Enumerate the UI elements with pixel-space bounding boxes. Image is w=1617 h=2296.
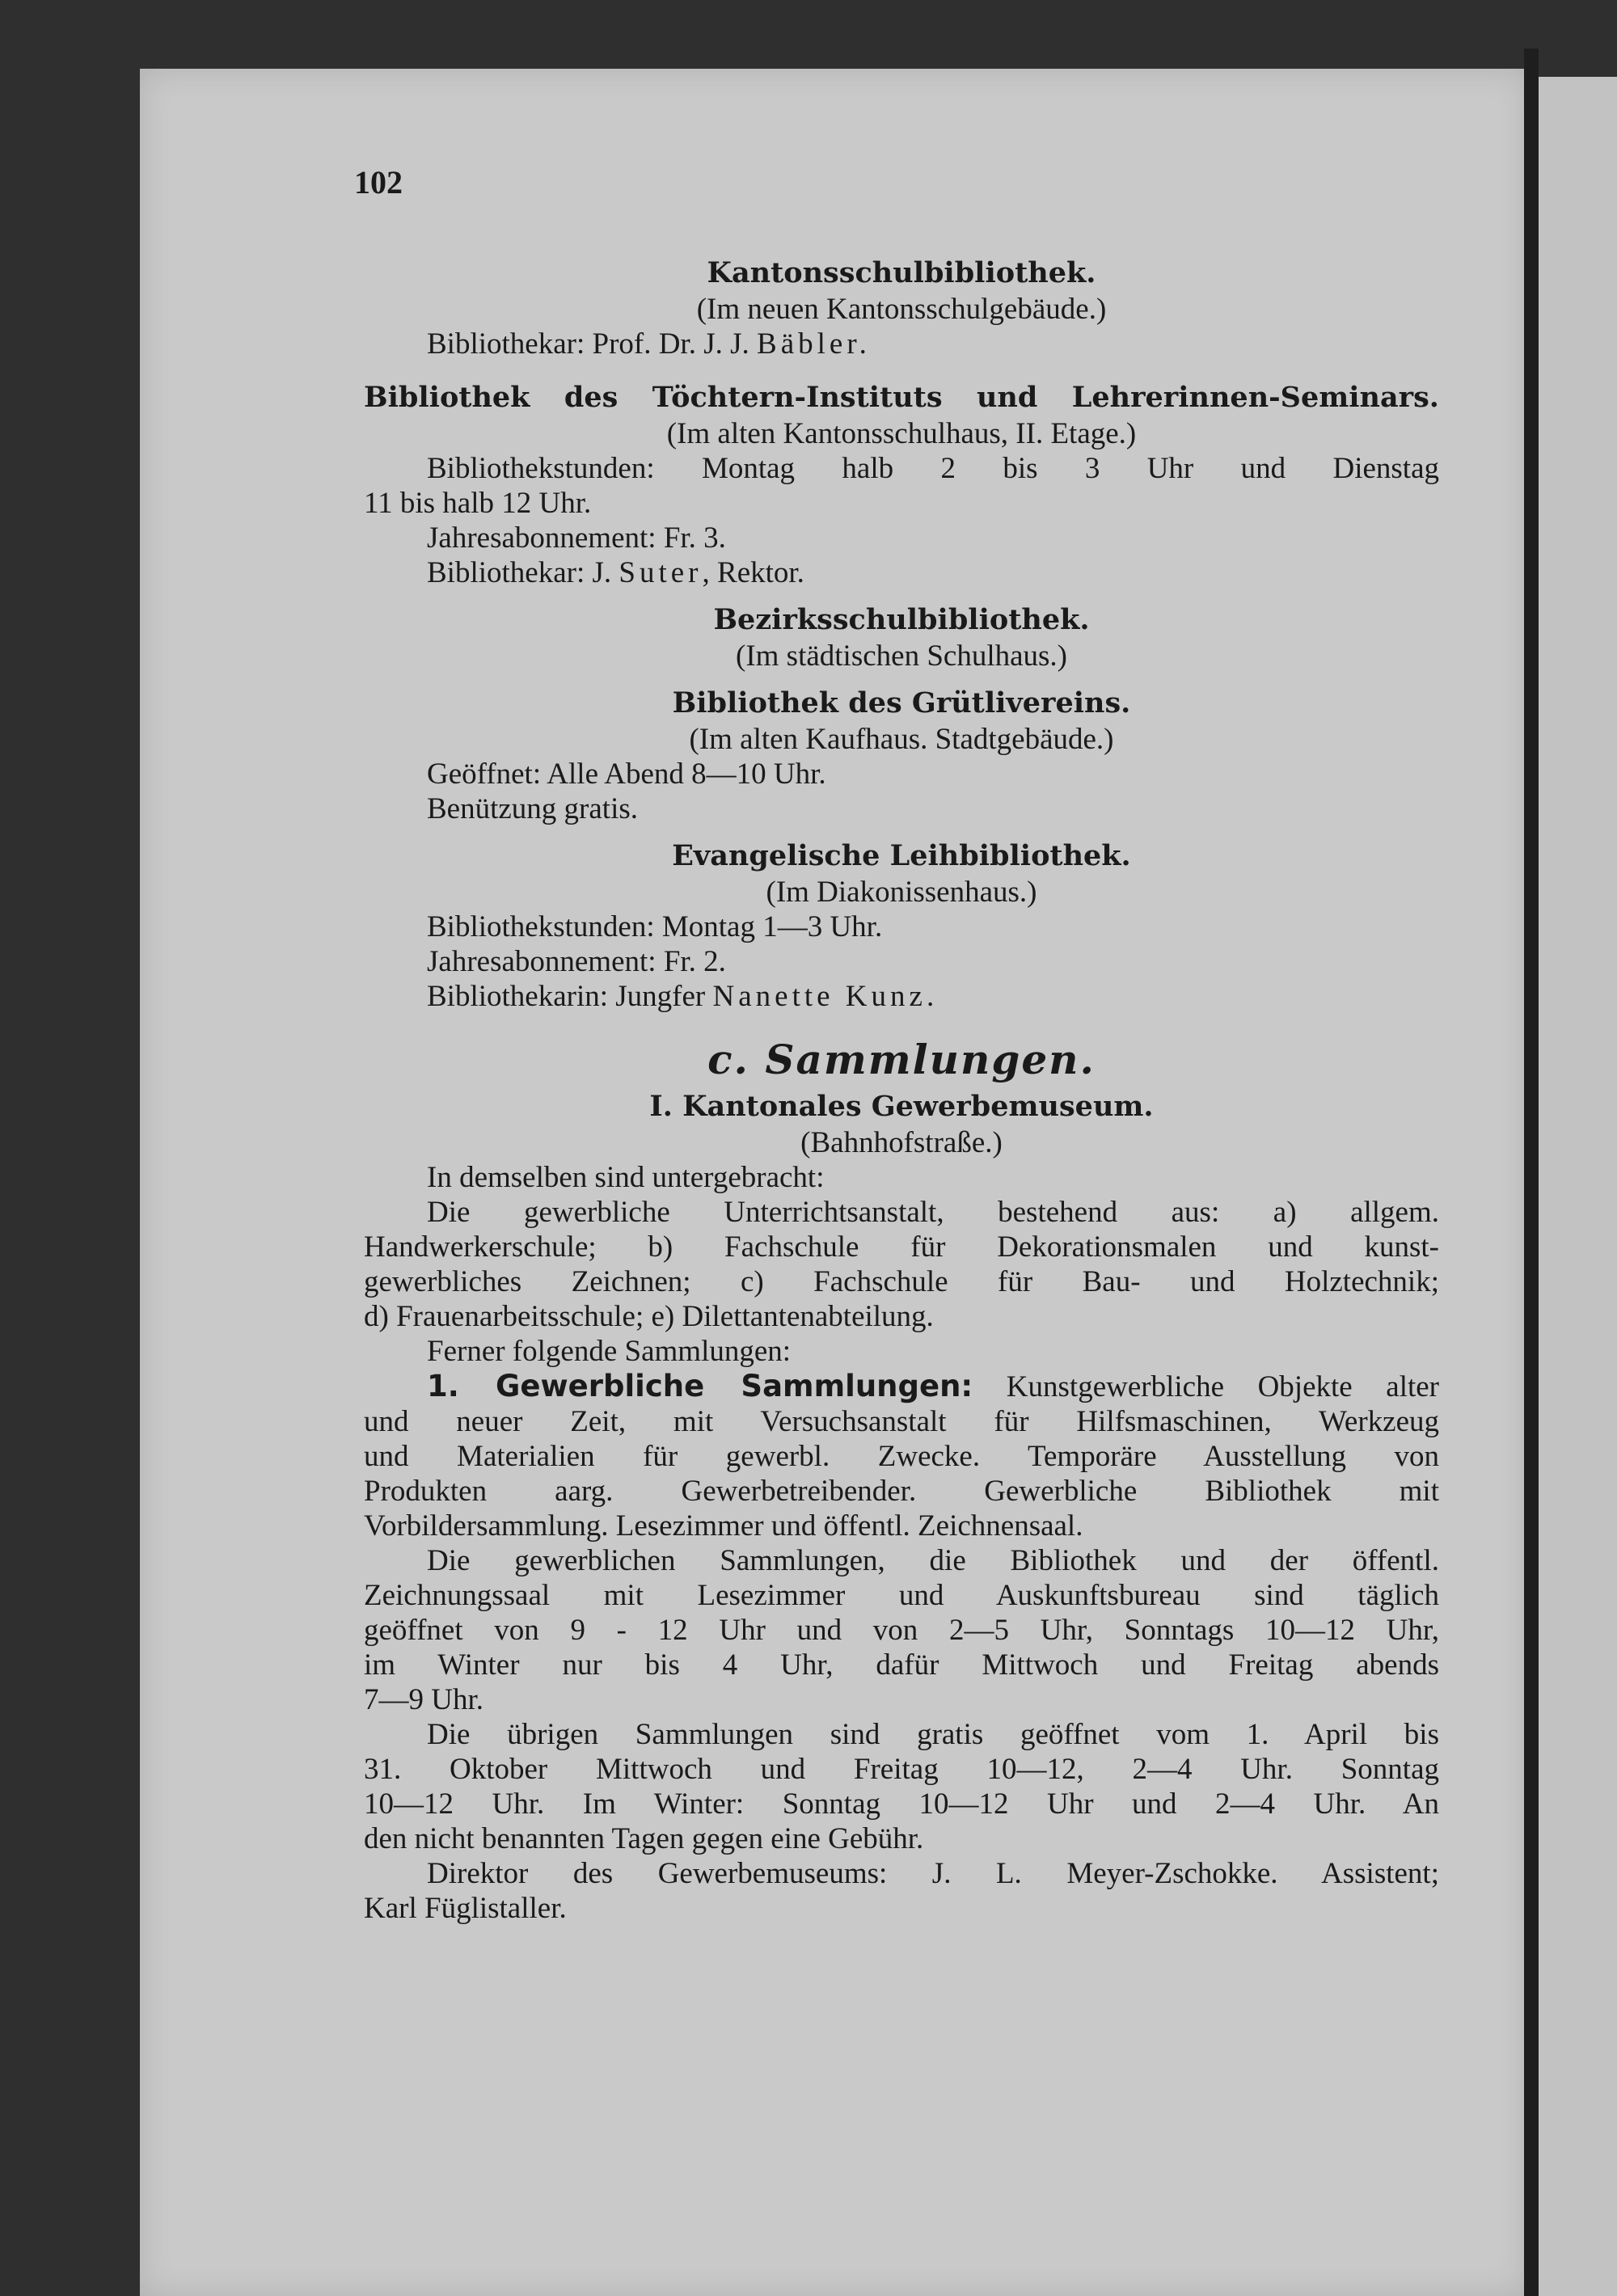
- open-line-last: 7—9 Uhr.: [364, 1683, 483, 1716]
- kanton-librarian: [364, 327, 1439, 361]
- open-line-3: im Winter nur bis 4 Uhr, dafür Mittwoch und Freitag abends: [364, 1648, 1439, 1682]
- open-line-1: Zeichnungssaal mit Lesezimmer und Auskunftsbureau sind täglich: [364, 1579, 1439, 1612]
- evang-title: Evangelische Leihbibliothek.: [672, 839, 1131, 872]
- other-line-last: den nicht benannten Tagen gegen eine Gebühr.: [364, 1822, 924, 1855]
- museum-title: I. Kantonales Gewerbemuseum.: [649, 1090, 1154, 1123]
- evang-hours: Bibliothekstunden: Montag 1—3 Uhr.: [427, 910, 883, 943]
- page-edge: [1524, 49, 1539, 2296]
- toechter-librarian-label: Bibliothekar: J.: [427, 556, 619, 589]
- evang-subscription: Jahresabonnement: Fr. 2.: [427, 945, 726, 978]
- toechter-librarian-name: Suter: [619, 556, 703, 589]
- collection-line-0: und neuer Zeit, mit Versuchsanstalt für Hilfsmaschinen, Werkzeug: [364, 1405, 1439, 1438]
- museum-location: (Bahnhofstraße.): [800, 1126, 1003, 1159]
- other-line-0: Die übrigen Sammlungen sind gratis geöffnet vom 1. April bis: [427, 1718, 1439, 1751]
- gruetli-usage: Benützung gratis.: [427, 792, 639, 825]
- museum-further: Ferner folgende Sammlungen:: [427, 1335, 792, 1368]
- section-title: c. Sammlungen.: [707, 1036, 1096, 1083]
- bezirk-location: (Im städtischen Schulhaus.): [736, 639, 1067, 673]
- kanton-location: (Im neuen Kantonsschulgebäude.): [696, 293, 1107, 326]
- toechter-hours-1: Bibliothekstunden: Montag halb 2 bis 3 Uhr und Dienstag: [427, 452, 1439, 485]
- kanton-librarian-name: Bäbler.: [757, 327, 871, 361]
- other-line-2: 10—12 Uhr. Im Winter: Sonntag 10—12 Uhr und 2—4 Uhr. An: [364, 1787, 1439, 1821]
- open-line-2: geöffnet von 9 - 12 Uhr und von 2—5 Uhr, Sonntags 10—12 Uhr,: [364, 1614, 1439, 1647]
- gruetli-location: (Im alten Kaufhaus. Stadtgebäude.): [689, 723, 1114, 756]
- toechter-title: Bibliothek des Töchtern-Instituts und Lehrerinnen-Seminars.: [364, 381, 1439, 414]
- collection-first: Kunstgewerbliche Objekte alter: [973, 1370, 1439, 1403]
- collection-label: 1. Gewerbliche Sammlungen:: [427, 1369, 973, 1403]
- toechter-hours-2: 11 bis halb 12 Uhr.: [364, 487, 592, 520]
- toechter-librarian-role: , Rektor.: [702, 556, 804, 589]
- open-line-0: Die gewerblichen Sammlungen, die Bibliothek und der öffentl.: [427, 1544, 1439, 1577]
- collection-line-2: Produkten aarg. Gewerbetreibender. Gewerbliche Bibliothek mit: [364, 1475, 1439, 1508]
- gruetli-title: Bibliothek des Grütlivereins.: [672, 686, 1131, 720]
- collection-first-line: [364, 1369, 1439, 1404]
- toechter-subscription: Jahresabonnement: Fr. 3.: [427, 521, 726, 555]
- evang-librarian-name: Nanette Kunz.: [712, 980, 939, 1013]
- museum-intro: In demselben sind untergebracht:: [427, 1161, 825, 1194]
- other-line-1: 31. Oktober Mittwoch und Freitag 10—12, 2—4 Uhr. Sonntag: [364, 1753, 1439, 1786]
- museum-line-2: gewerbliches Zeichnen; c) Fachschule für Bau- und Holztechnik;: [364, 1265, 1439, 1298]
- toechter-location: (Im alten Kantonsschulhaus, II. Etage.): [666, 417, 1137, 450]
- evang-librarian-label: Bibliothekarin: Jungfer: [427, 980, 713, 1013]
- kanton-title: Kantonsschulbibliothek.: [707, 256, 1096, 289]
- page-content: [364, 162, 1439, 1926]
- evang-librarian: [364, 979, 1439, 1014]
- gruetli-open: Geöffnet: Alle Abend 8—10 Uhr.: [427, 758, 826, 791]
- kanton-librarian-label: Bibliothekar: Prof. Dr. J. J.: [427, 327, 758, 361]
- page-number: 102: [354, 164, 403, 200]
- collection-line-1: und Materialien für gewerbl. Zwecke. Temporäre Ausstellung von: [364, 1440, 1439, 1473]
- museum-line-0: Die gewerbliche Unterrichtsanstalt, bestehend aus: a) allgem.: [427, 1196, 1439, 1229]
- toechter-librarian: [364, 555, 1439, 590]
- adjacent-page: [1539, 77, 1617, 2296]
- museum-director: Direktor des Gewerbemuseums: J. L. Meyer-Zschokke. Assistent;: [427, 1857, 1439, 1890]
- museum-line-1: Handwerkerschule; b) Fachschule für Dekorationsmalen und kunst-: [364, 1230, 1439, 1264]
- bezirk-title: Bezirksschulbibliothek.: [713, 603, 1090, 636]
- museum-line-last: d) Frauenarbeitsschule; e) Dilettantenabteilung.: [364, 1300, 934, 1333]
- museum-assistant: Karl Füglistaller.: [364, 1892, 567, 1925]
- collection-line-last: Vorbildersammlung. Lesezimmer und öffentl. Zeichnensaal.: [364, 1509, 1083, 1543]
- evang-location: (Im Diakonissenhaus.): [766, 876, 1037, 909]
